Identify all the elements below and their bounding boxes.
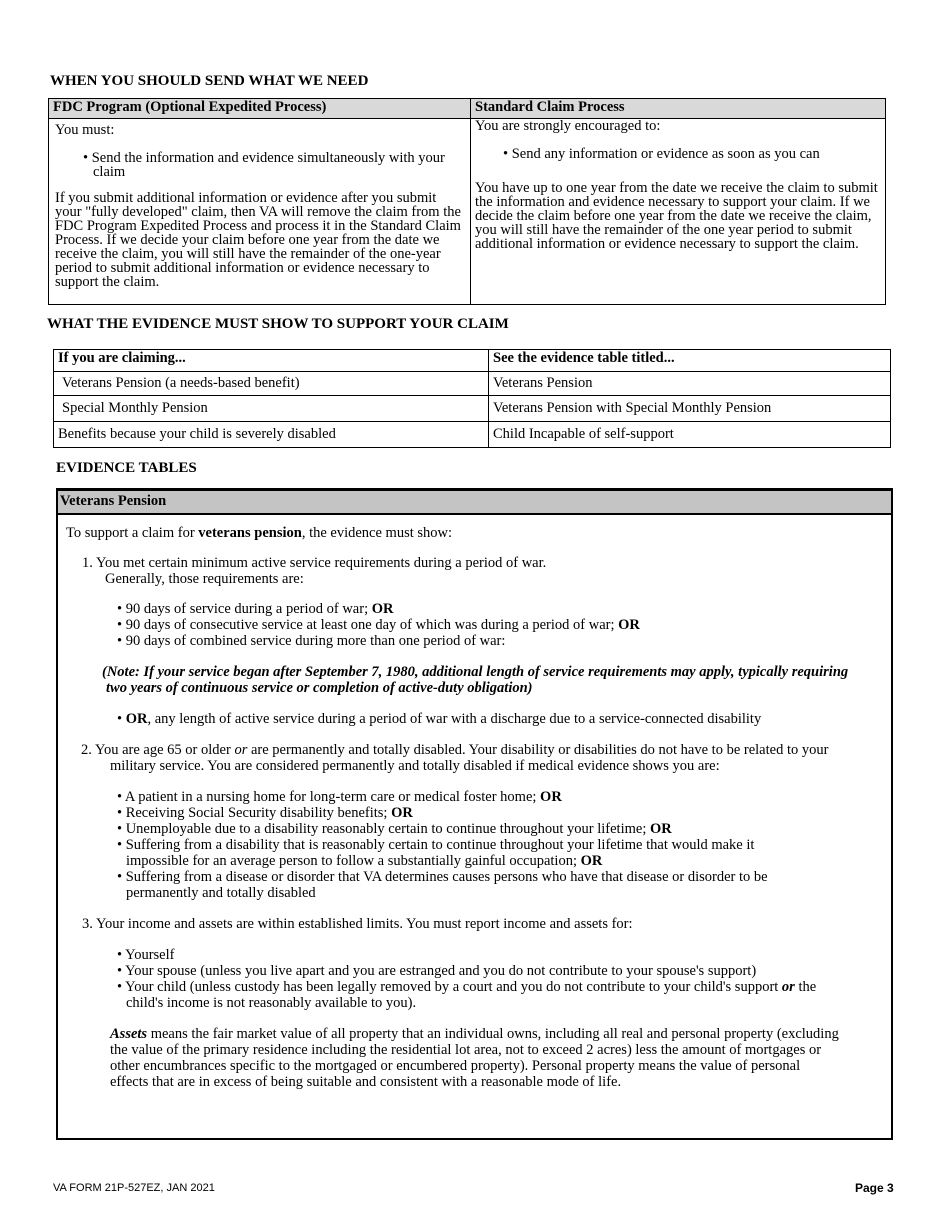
requirement-1: 1. You met certain minimum active service requirements during a period of war. <box>82 555 547 571</box>
claim-cell: Veterans Pension (a needs-based benefit) <box>54 372 489 396</box>
list-item: • 90 days of combined service during more than one period of war: <box>117 633 506 649</box>
table-row <box>54 396 891 422</box>
list-item: • 90 days of service during a period of war; OR <box>117 601 394 617</box>
page-number: Page 3 <box>855 1181 894 1195</box>
evidence-intro: To support a claim for veterans pension, the evidence must show: <box>66 525 453 541</box>
fdc-col1-intro: You must: <box>55 122 115 138</box>
fdc-col2-bullet: • Send any information or evidence as soon as you can <box>503 146 820 162</box>
section-title-what: WHAT THE EVIDENCE MUST SHOW TO SUPPORT YOUR CLAIM <box>47 316 509 332</box>
requirement-3: 3. Your income and assets are within established limits. You must report income and assets for: <box>82 916 633 932</box>
list-item: • Receiving Social Security disability benefits; OR <box>117 805 413 821</box>
claim-cell: Special Monthly Pension <box>54 396 489 422</box>
fdc-col2-body: You have up to one year from the date we receive the claim to submit the information and evidence necessary to support your claim. If we decide the claim before one year from the date we receive the claim, you will still have the remainder of the one year period to submit additional information or evidence necessary to support the claim. <box>475 180 878 252</box>
list-item: • OR, any length of active service during a period of war with a discharge due to a service-connected disability <box>117 711 762 727</box>
section-title-when: WHEN YOU SHOULD SEND WHAT WE NEED <box>50 73 369 89</box>
service-note: (Note: If your service began after September 7, 1980, additional length of service requirements may apply, typically requiring two years of continuous service or completion of active-duty obligation) <box>102 664 849 696</box>
requirement-1-sub: Generally, those requirements are: <box>105 571 304 587</box>
list-item: • 90 days of consecutive service at least one day of which was during a period of war; OR <box>117 617 640 633</box>
list-item: • Your child (unless custody has been legally removed by a court and you do not contribute to your child's support or the child's income is not reasonably available to you). <box>117 979 817 1011</box>
list-item: • Your spouse (unless you live apart and you are estranged and you do not contribute to your spouse's support) <box>117 963 757 979</box>
section-title-evidence: EVIDENCE TABLES <box>56 460 197 476</box>
fdc-col1-body: If you submit additional information or evidence after you submit your "fully developed" claim, then VA will remove the claim from the FDC Program Expedited Process and process it in the Standard Claim Process. If we decide your claim before one year from the date we receive the claim, you will still have the remainder of the one-year period to submit additional information or evidence necessary to support the claim. <box>55 190 461 290</box>
table-row <box>54 372 891 396</box>
list-item: • Yourself <box>117 947 175 963</box>
claim-header-2: See the evidence table titled... <box>489 350 891 372</box>
evidence-table-cell: Veterans Pension with Special Monthly Pension <box>489 396 891 422</box>
evidence-table-cell: Veterans Pension <box>489 372 891 396</box>
evidence-table-cell: Child Incapable of self-support <box>489 422 891 448</box>
fdc-col2-header: Standard Claim Process <box>471 99 886 119</box>
fdc-col2-intro: You are strongly encouraged to: <box>475 118 661 134</box>
evidence-box-header: Veterans Pension <box>58 491 891 515</box>
list-item: • Suffering from a disability that is reasonably certain to continue throughout your lifetime that would make it impossible for an average person to follow a substantially gainful occupation; OR <box>117 837 755 869</box>
form-number: VA FORM 21P-527EZ, JAN 2021 <box>53 1182 215 1194</box>
claim-header-1: If you are claiming... <box>54 350 489 372</box>
veterans-pension-box <box>56 488 893 1140</box>
table-row <box>54 422 891 448</box>
list-item: • A patient in a nursing home for long-term care or medical foster home; OR <box>117 789 562 805</box>
claim-cell: Benefits because your child is severely disabled <box>54 422 489 448</box>
fdc-col1-header: FDC Program (Optional Expedited Process) <box>49 99 471 119</box>
requirement-2: 2. You are age 65 or older or are permanently and totally disabled. Your disability or disabilities do not have to be related to your military service. You are considered permanently and totally disabled if medical evidence shows you are: <box>81 742 829 774</box>
assets-definition: Assets means the fair market value of all property that an individual owns, including all real and personal property (excluding the value of the primary residence including the residential lot area, not to exceed 2 acres) less the amount of mortgages or other encumbrances specific to the mortgaged or encumbered property). Personal property means the value of personal effects that are in excess of being suitable and consistent with a reasonable mode of life. <box>110 1026 839 1090</box>
list-item: • Unemployable due to a disability reasonably certain to continue throughout your lifetime; OR <box>117 821 672 837</box>
fdc-table <box>48 98 886 305</box>
claim-table <box>53 349 891 448</box>
list-item: • Suffering from a disease or disorder that VA determines causes persons who have that disease or disorder to be permanently and totally disabled <box>117 869 768 901</box>
fdc-col1-bullet: • Send the information and evidence simultaneously with your claim <box>83 150 445 180</box>
